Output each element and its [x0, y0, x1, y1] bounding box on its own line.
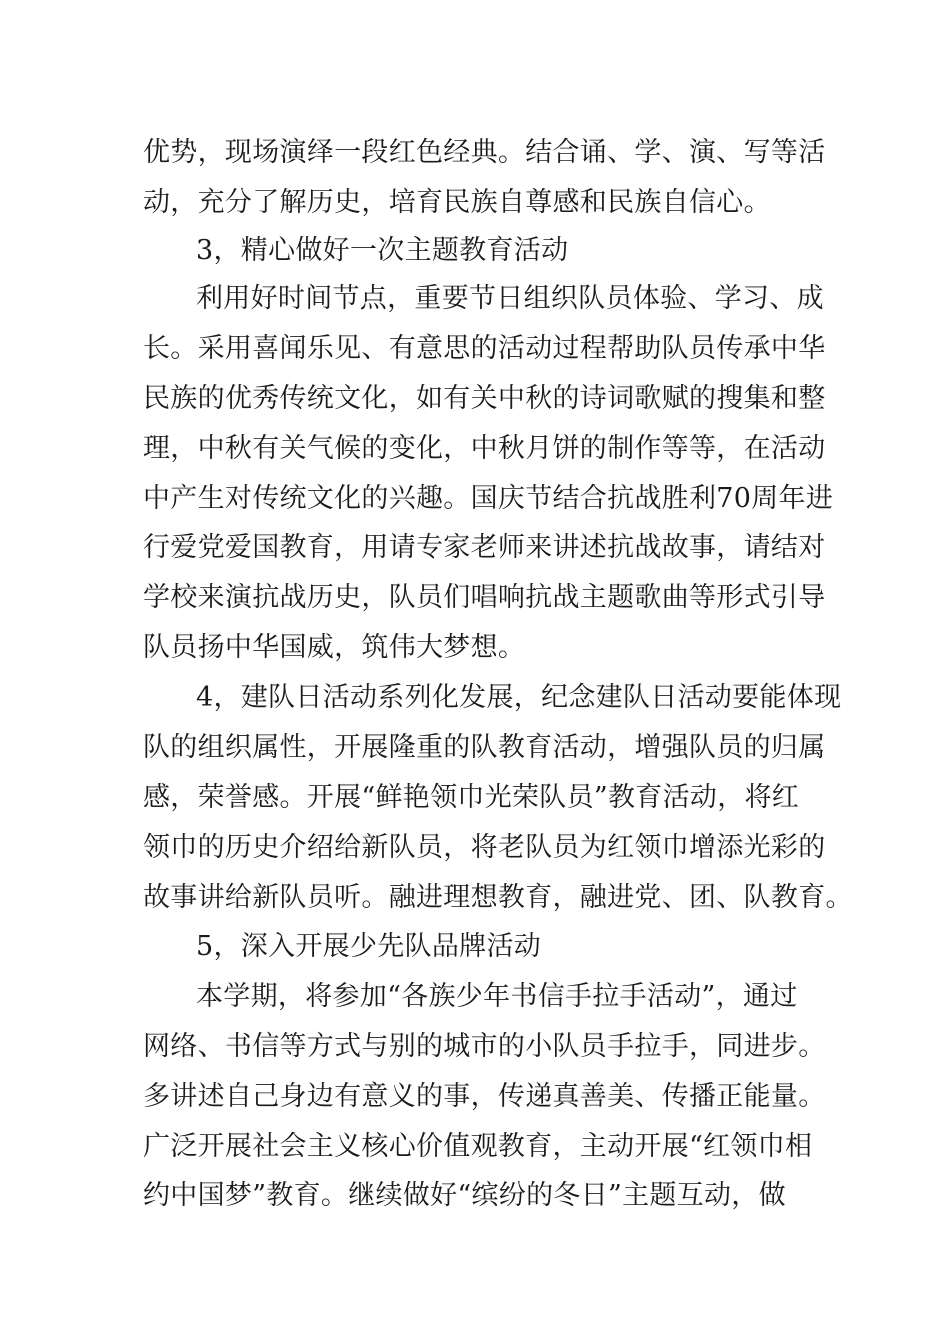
text-line: 队员扬中华国威，筑伟大梦想。 [143, 632, 526, 663]
text-line: 民族的优秀传统文化，如有关中秋的诗词歌赋的搜集和整 [143, 383, 826, 414]
text-line: 感，荣誉感。开展“鲜艳领巾光荣队员”教育活动，将红 [143, 782, 800, 813]
section-heading: 5，深入开展少先队品牌活动 [196, 931, 542, 962]
text-line: 网络、书信等方式与别的城市的小队员手拉手，同进步。 [143, 1031, 826, 1062]
text-line: 约中国梦”教育。继续做好“缤纷的冬日”主题互动，做 [143, 1180, 786, 1211]
section-heading: 3，精心做好一次主题教育活动 [196, 235, 569, 266]
text-line: 4，建队日活动系列化发展，纪念建队日活动要能体现 [196, 682, 842, 713]
text-line: 长。采用喜闻乐见、有意思的活动过程帮助队员传承中华 [143, 333, 826, 364]
text-line: 优势，现场演绎一段红色经典。结合诵、学、演、写等活 [143, 137, 826, 168]
text-line: 多讲述自己身边有意义的事，传递真善美、传播正能量。 [143, 1081, 826, 1112]
text-line: 理，中秋有关气候的变化，中秋月饼的制作等等，在活动 [143, 433, 826, 464]
text-line: 学校来演抗战历史，队员们唱响抗战主题歌曲等形式引导 [143, 582, 826, 613]
text-line: 利用好时间节点，重要节日组织队员体验、学习、成 [196, 283, 824, 314]
text-line: 中产生对传统文化的兴趣。国庆节结合抗战胜利70周年进 [143, 483, 834, 514]
text-line: 队的组织属性，开展隆重的队教育活动，增强队员的归属 [143, 732, 826, 763]
text-line: 广泛开展社会主义核心价值观教育，主动开展“红领巾相 [143, 1131, 813, 1162]
text-line: 本学期，将参加“各族少年书信手拉手活动”，通过 [196, 981, 798, 1012]
text-line: 动，充分了解历史，培育民族自尊感和民族自信心。 [143, 187, 771, 218]
text-line: 行爱党爱国教育，用请专家老师来讲述抗战故事，请结对 [143, 532, 826, 563]
text-line: 故事讲给新队员听。融进理想教育，融进党、团、队教育。 [143, 882, 853, 913]
text-line: 领巾的历史介绍给新队员，将老队员为红领巾增添光彩的 [143, 832, 826, 863]
